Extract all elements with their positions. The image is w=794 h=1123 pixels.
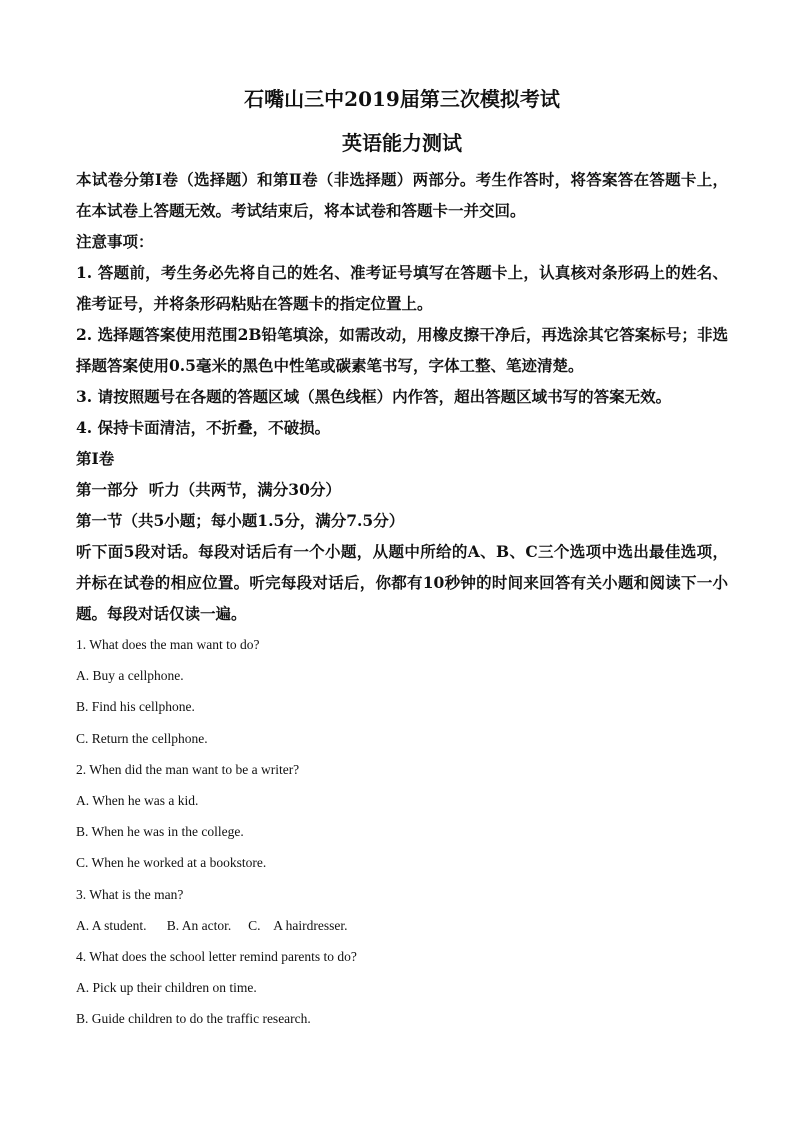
volume-heading: 第Ⅰ卷 xyxy=(76,449,115,468)
note-item: 2. 选择题答案使用范围2B铅笔填涂，如需改动，用橡皮擦干净后，再选涂其它答案标号；非选择题答案使用0.5毫米的黑色中性笔或碳素笔书写，字体工整、笔迹清楚。 xyxy=(76,325,728,375)
note-item: 3. 请按照题号在各题的答题区域（黑色线框）内作答，超出答题区域书写的答案无效。 xyxy=(76,387,672,406)
part-heading: 第一部分 听力（共两节，满分30分） xyxy=(76,480,341,499)
answer-option: B. When he was in the college. xyxy=(76,824,244,840)
question-stem: 3. What is the man? xyxy=(76,886,184,902)
exam-title: 石嘴山三中2019届第三次模拟考试 xyxy=(244,87,560,111)
document-page xyxy=(76,82,728,1035)
answer-option: A. Buy a cellphone. xyxy=(76,668,184,684)
answer-option: B. Guide children to do the traffic research. xyxy=(76,1011,311,1027)
answer-option: B. Find his cellphone. xyxy=(76,699,195,715)
answer-option: A. Pick up their children on time. xyxy=(76,980,257,996)
note-item: 1. 答题前，考生务必先将自己的姓名、准考证号填写在答题卡上，认真核对条形码上的姓名、准考证号，并将条形码粘贴在答题卡的指定位置上。 xyxy=(76,263,728,313)
listening-instructions: 听下面5段对话。每段对话后有一个小题，从题中所给的A、B、C三个选项中选出最佳选项，并标在试卷的相应位置。听完每段对话后，你都有10秒钟的时间来回答有关小题和阅读下一小题。每段对话仅读一遍。 xyxy=(76,542,728,623)
note-item: 4. 保持卡面清洁，不折叠，不破损。 xyxy=(76,418,331,437)
question-stem: 1. What does the man want to do? xyxy=(76,637,260,652)
exam-subtitle: 英语能力测试 xyxy=(342,131,462,155)
question-stem: 4. What does the school letter remind parents to do? xyxy=(76,949,357,965)
answer-option: C. When he worked at a bookstore. xyxy=(76,855,267,871)
notes-heading: 注意事项： xyxy=(76,232,154,251)
answer-option: A. When he was a kid. xyxy=(76,793,199,809)
question-stem: 2. When did the man want to be a writer? xyxy=(76,761,300,777)
question-list xyxy=(76,629,728,1035)
section-heading: 第一节（共5小题；每小题1.5分，满分7.5分） xyxy=(76,511,405,530)
intro-paragraph: 本试卷分第Ⅰ卷（选择题）和第Ⅱ卷（非选择题）两部分。考生作答时，将答案答在答题卡上，在本试卷上答题无效。考试结束后，将本试卷和答题卡一并交回。 xyxy=(76,170,728,220)
answer-option: C. Return the cellphone. xyxy=(76,730,208,746)
answer-options-inline: A. A student. B. An actor. C. A hairdresser. xyxy=(76,917,348,933)
